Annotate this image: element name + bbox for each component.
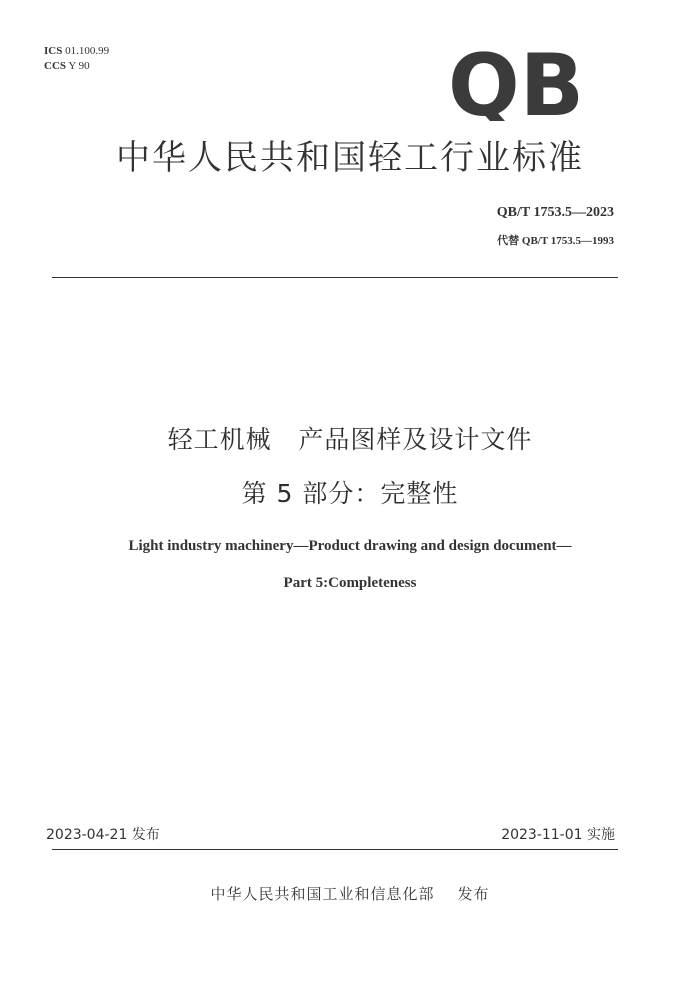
document-title-cn-line2: 第 5 部分：完整性 [241, 479, 459, 508]
ics-value: 01.100.99 [65, 45, 110, 57]
document-title-en-line2: Part 5:Completeness [283, 575, 417, 591]
bottom-divider [52, 849, 618, 850]
ics-label: ICS [44, 45, 63, 57]
ccs-label: CCS [44, 60, 67, 72]
document-title-cn-line1: 轻工机械 产品图样及设计文件 [167, 425, 533, 454]
page-title: 中华人民共和国轻工行业标准 [116, 138, 584, 178]
publisher: 中华人民共和国工业和信息化部 发布 [210, 885, 490, 903]
ccs-code [44, 59, 90, 73]
document-title-en-line1: Light industry machinery—Product drawing and design document— [128, 538, 572, 554]
standard-number: QB/T 1753.5—2023 [496, 205, 614, 220]
svg-text:QB: QB [448, 47, 584, 121]
qb-logo [446, 47, 586, 121]
top-divider [52, 277, 618, 278]
ics-code [44, 44, 109, 58]
ccs-value: Y 90 [68, 60, 90, 72]
implementation-date: 2023-11-01 实施 [501, 827, 615, 843]
issue-date: 2023-04-21 发布 [46, 827, 160, 843]
qb-logo-mark [446, 47, 586, 121]
replaced-standard: 代替 QB/T 1753.5—1993 [497, 235, 614, 247]
